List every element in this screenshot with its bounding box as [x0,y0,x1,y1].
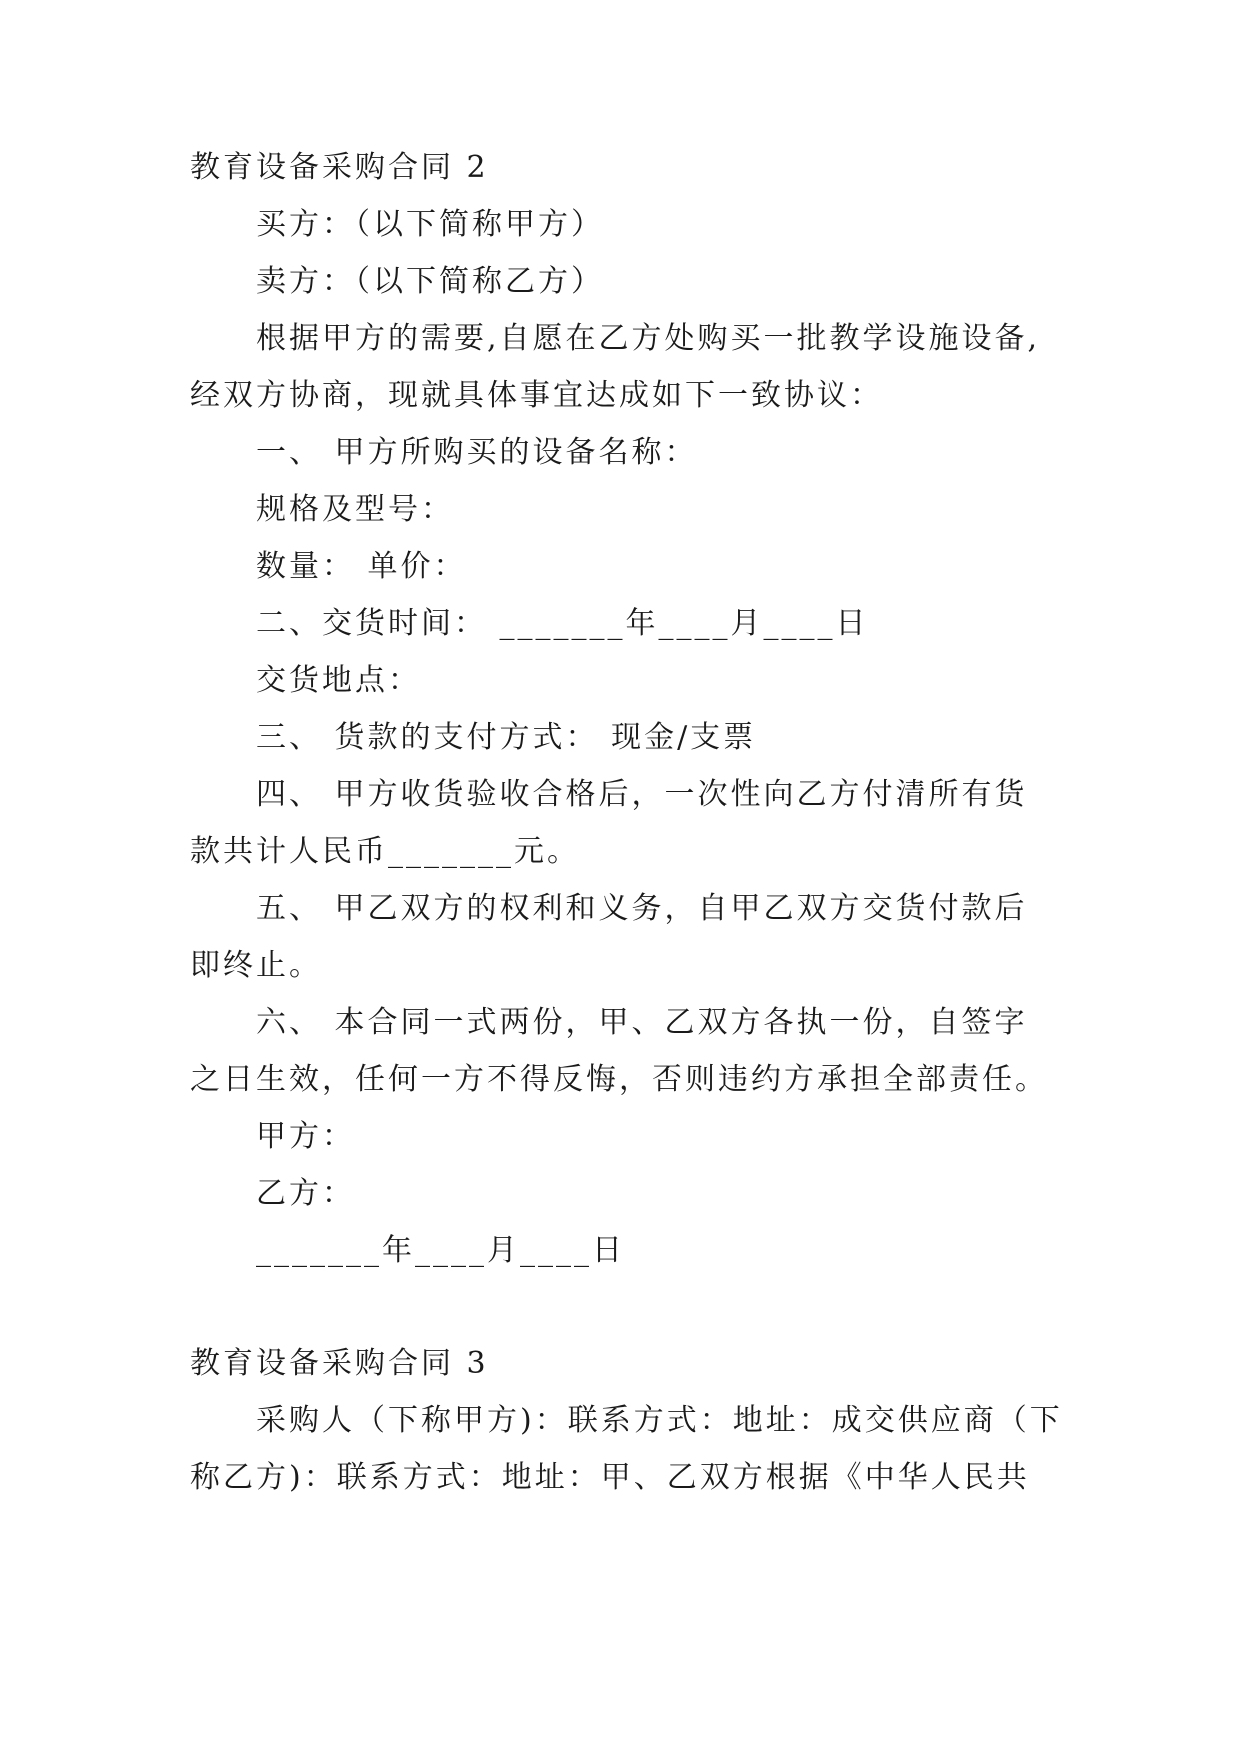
contract-3-title: 教育设备采购合同 3 [190,1346,489,1381]
contract-3-body-line-1: 采购人（下称甲方)：联系方式：地址：成交供应商（下 [256,1403,1063,1438]
clause-3-payment: 三、 货款的支付方式： 现金/支票 [256,720,757,755]
party-b-signature: 乙方： [256,1176,355,1211]
clause-5-line-1: 五、 甲乙双方的权利和义务，自甲乙双方交货付款后 [256,891,1028,926]
buyer-line: 买方：（以下简称甲方） [256,207,604,242]
qty-price-line: 数量： 单价： [256,549,467,584]
intro-line-2: 经双方协商，现就具体事宜达成如下一致协议： [190,378,883,413]
seller-line: 卖方：（以下简称乙方） [256,264,604,299]
clause-4-line-2: 款共计人民币_______元。 [190,834,580,869]
clause-6-line-1: 六、 本合同一式两份，甲、乙双方各执一份，自签字 [256,1005,1028,1040]
party-a-signature: 甲方： [256,1119,355,1154]
spec-line: 规格及型号： [256,492,454,527]
clause-2-delivery-time: 二、交货时间： _______年____月____日 [256,606,869,641]
clause-6-line-2: 之日生效，任何一方不得反悔，否则违约方承担全部责任。 [190,1062,1048,1097]
clause-1: 一、 甲方所购买的设备名称： [256,435,698,470]
signing-date: _______年____月____日 [256,1233,625,1268]
clause-5-line-2: 即终止。 [190,948,322,983]
contract-2-title: 教育设备采购合同 2 [190,150,489,185]
clause-4-line-1: 四、 甲方收货验收合格后，一次性向乙方付清所有货 [256,777,1028,812]
intro-line-1: 根据甲方的需要,自愿在乙方处购买一批教学设施设备, [256,321,1041,356]
contract-3-body-line-2: 称乙方)：联系方式：地址：甲、乙双方根据《中华人民共 [190,1460,1030,1495]
delivery-place-line: 交货地点： [256,663,421,698]
